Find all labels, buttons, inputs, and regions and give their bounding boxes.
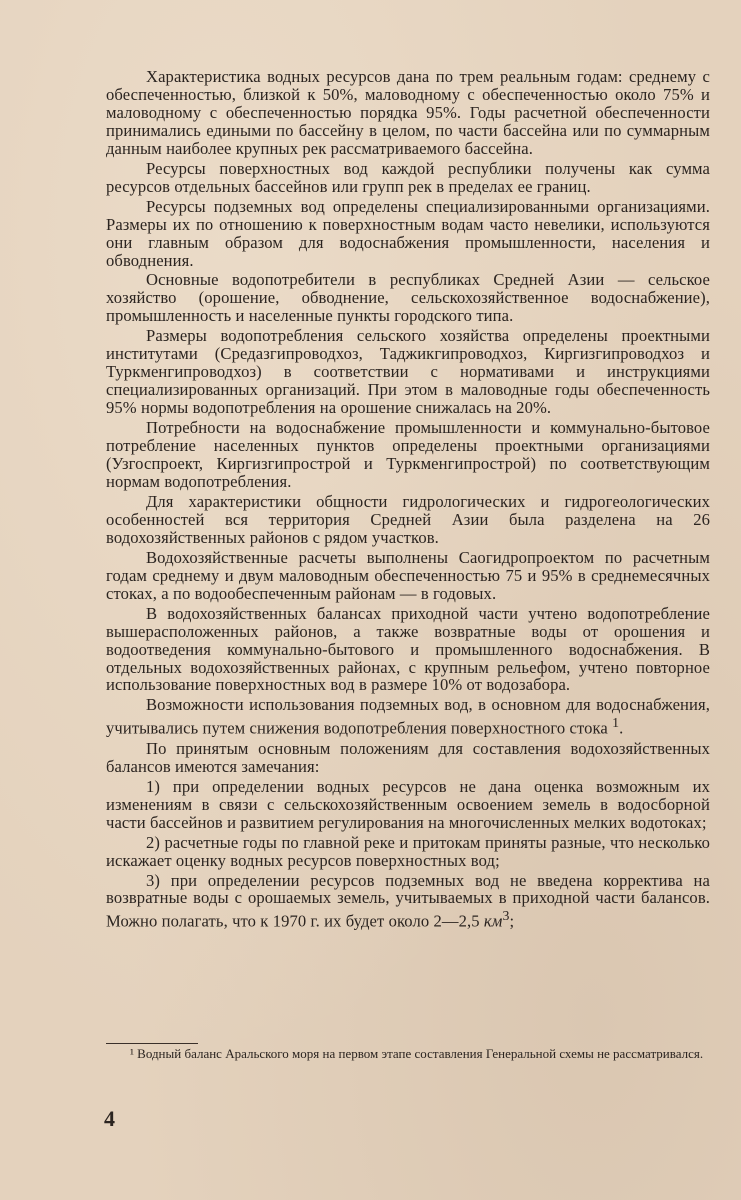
footnote-reference-suffix: . bbox=[619, 718, 624, 738]
main-text bbox=[106, 68, 710, 931]
list-item-remark-3 bbox=[106, 872, 710, 931]
paragraph-balances: В водохозяйственных балансах приходной части учтено водопотребление вышерасположенных районов, а также возвратные воды от орошения и водоотведения коммунально-бытового и промышленного водоснабжения. В отдельных водохозяйственных районах, с крупным рельефом, учтено повторное использование поверхностных вод в размере 10% от водозабора. bbox=[106, 603, 710, 695]
paragraph-groundwater-use bbox=[106, 696, 710, 737]
paragraph-water-resources: Характеристика водных ресурсов дана по трем реальным годам: среднему с обеспеченностью, близкой к 50%, маловодному с обеспеченностью около 75% и маловодному с обеспеченностью порядка 95%. Годы расчетной обеспеченности принимались едиными по бассейну в целом, по части бассейна или по суммарным данным наиболее крупных рек рассматриваемого бассейна. bbox=[106, 67, 710, 158]
footnote-reference: 1 bbox=[612, 715, 620, 731]
paragraph-calculations: Водохозяйственные расчеты выполнены Саогидропроектом по расчетным годам среднему и двум маловодным обеспеченностью 75 и 95% в среднемесячных стоках, а по водообеспеченным районам — в годовых. bbox=[106, 547, 710, 603]
paragraph-main-consumers: Основные водопотребители в республиках Средней Азии — сельское хозяйство (орошение, обводнение, сельскохозяйственное водоснабжение), промышленность и населенные пункты городского типа. bbox=[106, 270, 710, 326]
list-item-remark-3-text: 3) при определении ресурсов подземных вод не введена корректива на возвратные воды с орошаемых земель, учитываемых в приходной части балансов. Можно полагать, что к 1970 г. их будет около 2—2,5 bbox=[106, 870, 710, 931]
paragraph-groundwater-use-text: Возможности использования подземных вод, в основном для водоснабжения, учитывались путем снижения водопотребления поверхностного стока bbox=[106, 695, 710, 738]
unit-power: 3 bbox=[502, 908, 510, 924]
list-item-remark-2: 2) расчетные годы по главной реке и притокам приняты разные, что несколько искажает оценку водных ресурсов поверхностных вод; bbox=[106, 832, 710, 870]
unit-suffix: ; bbox=[509, 911, 515, 931]
paragraph-agriculture-consumption: Размеры водопотребления сельского хозяйства определены проектными институтами (Средазгипроводхоз, Таджикгипроводхоз, Киргизгипроводхоз и Туркменгипроводхоз) в соответствии с нормативами и инструкциями специализированных организаций. При этом в маловодные годы обеспеченность 95% нормы водопотребления на орошение снижалась на 20%. bbox=[106, 326, 710, 418]
unit-km: км bbox=[483, 911, 503, 931]
footnote-divider bbox=[106, 1043, 198, 1044]
paragraph-districts: Для характеристики общности гидрологических и гидрогеологических особенностей вся территория Средней Азии была разделена на 26 водохозяйственных районов с рядом участков. bbox=[106, 491, 710, 547]
paragraph-industrial-needs: Потребности на водоснабжение промышленности и коммунально-бытовое потребление населенных пунктов определены проектными организациями (Узгоспроект, Киргизгипрострой и Туркменгипрострой) по соответствующим нормам водопотребления. bbox=[106, 418, 710, 491]
footnote: ¹ Водный баланс Аральского моря на первом этапе составления Генеральной схемы не рассматривался. bbox=[130, 1046, 704, 1061]
paragraph-remarks-intro: По принятым основным положениям для составления водохозяйственных балансов имеются замечания: bbox=[106, 738, 710, 776]
paragraph-surface-water: Ресурсы поверхностных вод каждой республики получены как сумма ресурсов отдельных бассейнов или групп рек в пределах ее границ. bbox=[106, 158, 710, 196]
page-number: 4 bbox=[104, 1106, 115, 1131]
list-item-remark-1: 1) при определении водных ресурсов не дана оценка возможным их изменениям в связи с сельскохозяйственным освоением земель в водосборной части бассейнов и развитием регулирования на многочисленных мелких водотоках; bbox=[106, 776, 710, 832]
paragraph-groundwater: Ресурсы подземных вод определены специализированными организациями. Размеры их по отношению к поверхностным водам часто невелики, используются они главным образом для водоснабжения промышленности, населения и обводнения. bbox=[106, 196, 710, 270]
